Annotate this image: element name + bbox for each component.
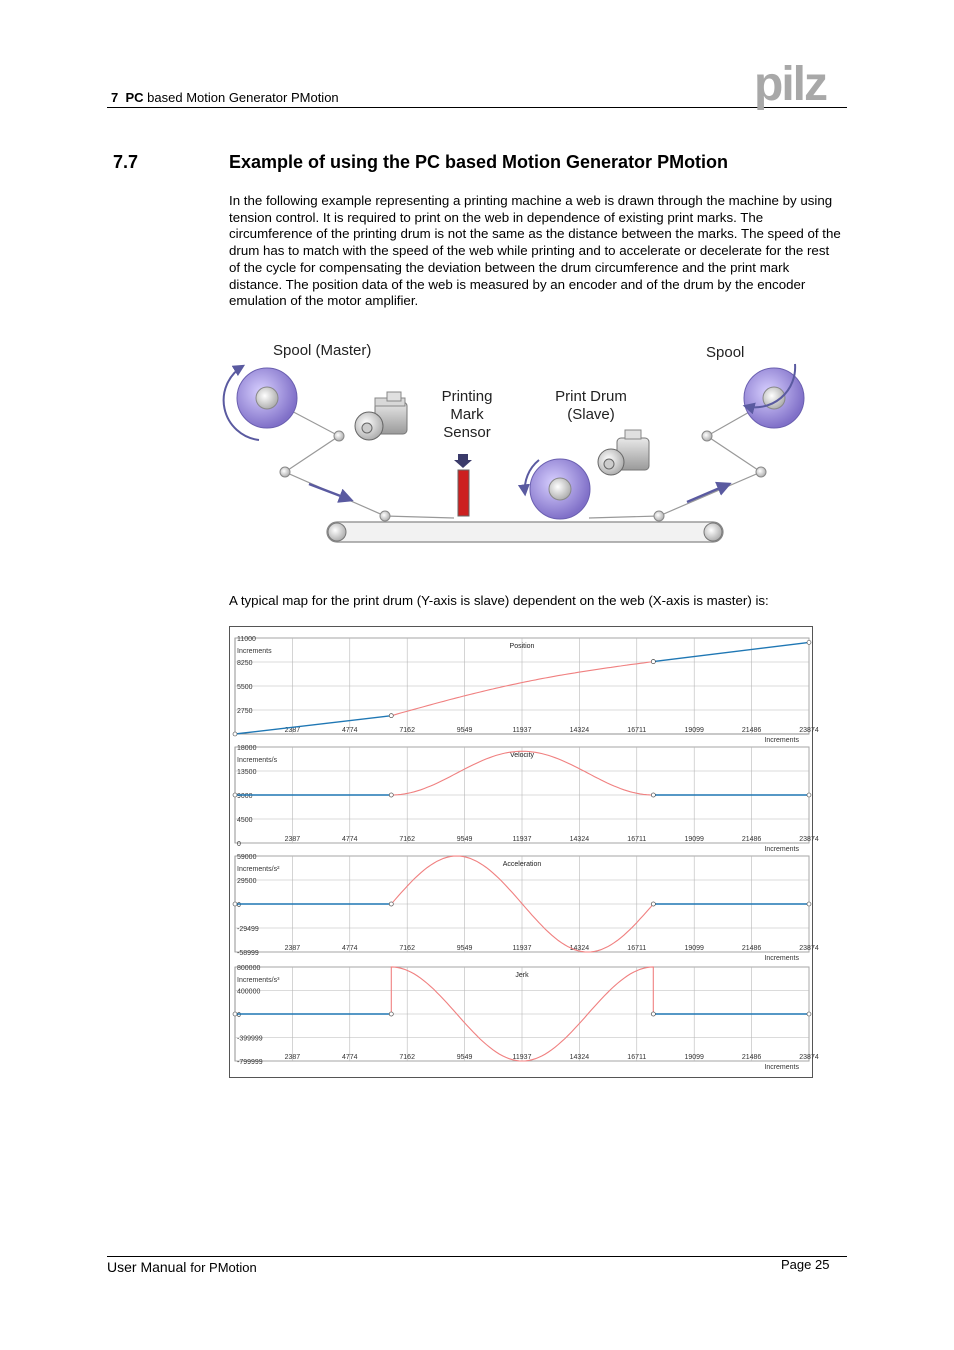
position-x-tick-label: 19099 [684, 727, 704, 734]
acceleration-title: Acceleration [502, 861, 542, 868]
spool-label: Spool [706, 344, 745, 361]
print-mark-sensor [458, 470, 469, 516]
position-x-tick-label: 16711 [627, 727, 647, 734]
position-x-axis-label: Increments [764, 737, 799, 744]
velocity-x-tick-label: 16711 [627, 836, 647, 843]
belt-roller-left [328, 523, 346, 541]
spool-master-label: Spool (Master) [273, 342, 372, 359]
jerk-x-tick-label: 4774 [341, 1054, 358, 1061]
position-y-tick-label: 5500 [237, 684, 253, 691]
velocity-y-tick-label: 4500 [237, 817, 253, 824]
jerk-x-tick-label: 16711 [627, 1054, 647, 1061]
velocity-x-axis-label: Increments [764, 846, 799, 853]
conveyor-belt [327, 522, 723, 542]
jerk-junction-node [651, 1012, 655, 1016]
acceleration-y-tick-label: 59000 [237, 854, 257, 861]
velocity-y-tick-label: 0 [237, 841, 241, 848]
position-x-tick-label: 7162 [399, 727, 415, 734]
guide-roller [380, 511, 390, 521]
position-title: Position [509, 643, 535, 650]
jerk-y-tick-label: 0 [237, 1012, 241, 1019]
guide-roller [280, 467, 290, 477]
position-y-tick-label: 8250 [237, 660, 253, 667]
velocity-y-tick-label: 9000 [237, 793, 253, 800]
position-x-tick-label: 4774 [341, 727, 358, 734]
guide-roller [702, 431, 712, 441]
acceleration-x-tick-label: 19099 [684, 945, 704, 952]
jerk-y-tick-label: 800000 [237, 965, 261, 972]
position-x-tick-label: 21486 [741, 727, 762, 734]
printing-machine-diagram [229, 336, 819, 548]
velocity-y-axis-label: Increments/s [237, 757, 278, 764]
position-y-tick-label: 2750 [237, 708, 253, 715]
acceleration-junction-node [389, 902, 393, 906]
velocity-x-tick-label: 19099 [684, 836, 704, 843]
sensor-label-line3: Sensor [443, 424, 491, 441]
acceleration-junction-node [807, 902, 811, 906]
jerk-y-tick-label: -399999 [237, 1035, 263, 1043]
master-spool-hub [256, 387, 278, 409]
guide-roller [756, 467, 766, 477]
section-number: 7.7 [113, 152, 139, 172]
jerk-y-tick-label: 400000 [237, 988, 261, 996]
jerk-x-tick-label: 7162 [399, 1054, 415, 1061]
position-junction-node [651, 660, 655, 664]
body-paragraph: In the following example representing a printing machine a web is drawn through the machine by using tension control. It is required to print on the web in dependence of existing print marks. The circumference of the printing drum is not the same as the distance between the marks. The speed of the drum has to match with the speed of the web while printing and to accelerate or decelerate for the rest of the cycle for compensating the deviation between the drum circumference and the print mark distance. The position data of the web is measured by an encoder and of the drum by the encoder emulation of the motor amplifier. [229, 193, 841, 309]
position-x-tick-label: 9549 [456, 727, 473, 734]
section-title: Example of using the PC based Motion Generator PMotion [229, 152, 729, 172]
belt-roller-right [704, 523, 722, 541]
jerk-title: Jerk [515, 972, 529, 979]
position-x-tick-label: 23874 [799, 727, 819, 734]
acceleration-y-tick-label: 29500 [237, 878, 257, 886]
velocity-junction-node [651, 793, 655, 797]
acceleration-x-tick-label: 9549 [456, 945, 473, 952]
velocity-x-tick-label: 7162 [399, 836, 415, 843]
velocity-junction-node [807, 793, 811, 797]
jerk-x-axis-label: Increments [764, 1064, 799, 1071]
acceleration-y-tick-label: -29499 [237, 925, 259, 933]
velocity-x-tick-label: 4774 [341, 836, 358, 843]
jerk-x-tick-label: 23874 [799, 1054, 819, 1061]
position-x-tick-label: 14324 [569, 727, 590, 734]
jerk-junction-node [807, 1012, 811, 1016]
velocity-y-tick-label: 18000 [237, 745, 257, 752]
velocity-y-tick-label: 13500 [237, 769, 257, 776]
acceleration-x-tick-label: 7162 [399, 945, 415, 952]
position-x-tick-label: 11937 [512, 727, 532, 734]
header-rule [107, 107, 847, 108]
footer-page-number: Page 25 [781, 1257, 830, 1272]
map-caption: A typical map for the print drum (Y-axis is slave) dependent on the web (X-axis is master) is: [229, 593, 769, 608]
jerk-junction-node [389, 1012, 393, 1016]
position-y-axis-label: Increments [237, 648, 272, 655]
acceleration-y-tick-label: -58999 [237, 950, 259, 957]
footer-manual-title [107, 1259, 257, 1275]
acceleration-x-tick-label: 23874 [799, 945, 819, 952]
chapter-title-rest: based Motion Generator PMotion [147, 90, 339, 105]
acceleration-y-axis-label: Increments/s² [237, 866, 280, 873]
velocity-junction-node [233, 793, 237, 797]
jerk-y-tick-label: -799999 [237, 1059, 263, 1066]
velocity-x-tick-label: 11937 [512, 836, 532, 843]
jerk-x-tick-label: 21486 [741, 1054, 762, 1061]
jerk-x-tick-label: 11937 [512, 1054, 532, 1061]
acceleration-junction-node [651, 902, 655, 906]
jerk-x-tick-label: 19099 [684, 1054, 704, 1061]
logo-text: pilz [754, 58, 826, 111]
guide-roller [334, 431, 344, 441]
acceleration-x-tick-label: 11937 [512, 945, 532, 952]
acceleration-x-tick-label: 16711 [627, 945, 647, 952]
velocity-title: Velocity [509, 752, 535, 759]
velocity-x-tick-label: 14324 [569, 836, 590, 843]
acceleration-x-tick-label: 4774 [341, 945, 358, 952]
footer-manual: User Manual [107, 1259, 187, 1275]
jerk-junction-node [233, 1012, 237, 1016]
footer-for: for PMotion [190, 1260, 257, 1275]
guide-roller [654, 511, 664, 521]
velocity-junction-node [389, 793, 393, 797]
velocity-x-tick-label: 23874 [799, 836, 819, 843]
jerk-x-tick-label: 9549 [456, 1054, 473, 1061]
acceleration-x-tick-label: 14324 [569, 945, 590, 952]
drum-label-line2: (Slave) [567, 406, 615, 423]
acceleration-x-axis-label: Increments [764, 955, 799, 962]
running-header [111, 90, 339, 105]
position-junction-node [389, 714, 393, 718]
print-drum-hub [549, 478, 571, 500]
position-junction-node [233, 732, 237, 736]
position-junction-node [807, 640, 811, 644]
motion-profile-charts [229, 626, 819, 1078]
velocity-x-tick-label: 9549 [456, 836, 473, 843]
position-y-tick-label: 11000 [237, 636, 256, 643]
jerk-x-tick-label: 2387 [284, 1054, 301, 1061]
pilz-logo [752, 58, 844, 111]
acceleration-x-tick-label: 21486 [741, 945, 762, 952]
acceleration-y-tick-label: 0 [237, 902, 241, 910]
chapter-number: 7 [111, 90, 119, 105]
jerk-x-tick-label: 14324 [569, 1054, 590, 1061]
velocity-x-tick-label: 21486 [741, 836, 762, 843]
acceleration-junction-node [233, 902, 237, 906]
sensor-label-line1: Printing [441, 388, 493, 405]
sensor-label-line2: Mark [450, 406, 484, 423]
footer-rule [107, 1256, 847, 1257]
chapter-bold-word: PC [125, 90, 144, 105]
drum-label-line1: Print Drum [555, 388, 627, 405]
acceleration-x-tick-label: 2387 [284, 945, 301, 952]
velocity-x-tick-label: 2387 [284, 836, 301, 843]
jerk-y-axis-label: Increments/s³ [237, 977, 280, 984]
position-x-tick-label: 2387 [284, 727, 301, 734]
